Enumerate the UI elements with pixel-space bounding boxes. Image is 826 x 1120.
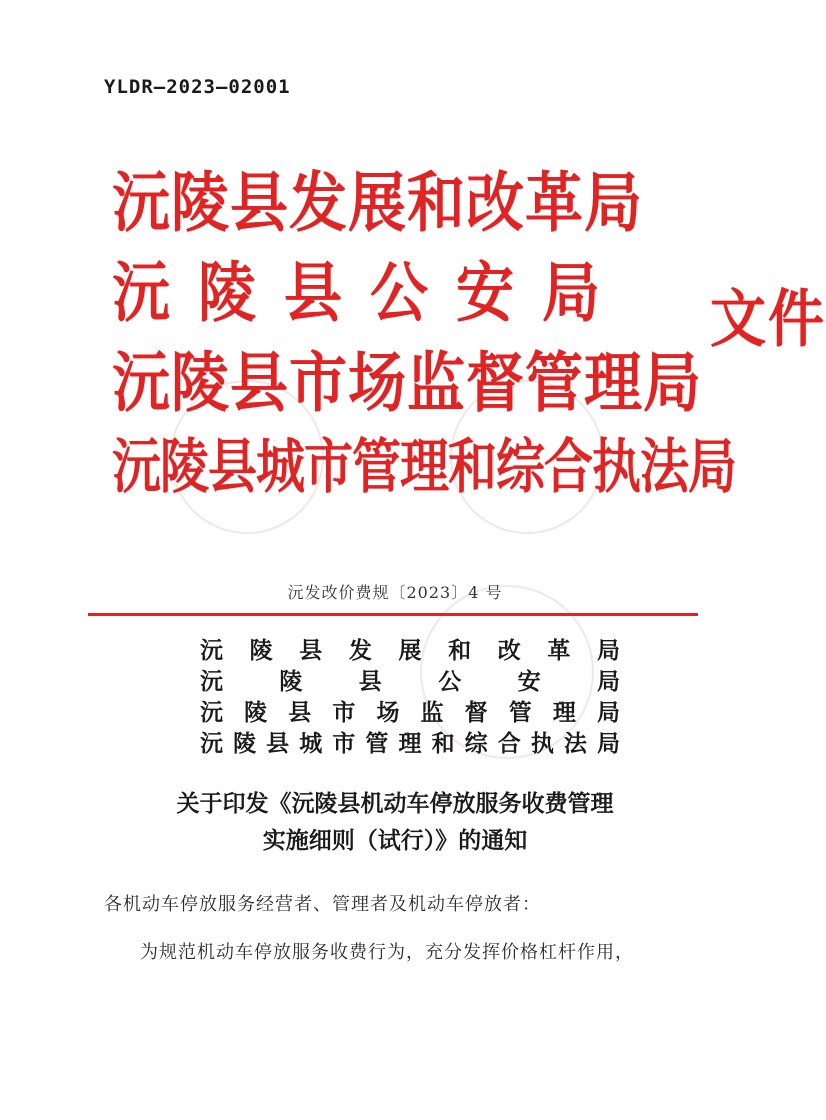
body-paragraph-start: 为规范机动车停放服务收费行为，充分发挥价格杠杆作用， [140, 942, 634, 963]
red-masthead [112, 164, 826, 520]
notice-title-line-1: 关于印发《沅陵县机动车停放服务收费管理 [176, 791, 614, 817]
issuer-3: 沅陵县市场监督管理局 [200, 700, 620, 726]
masthead-agency-4: 沅陵县城市管理和综合执法局 [112, 432, 737, 502]
salutation: 各机动车停放服务经营者、管理者及机动车停放者： [104, 894, 541, 915]
red-divider-line [88, 613, 698, 616]
document-code: YLDR—2023—02001 [104, 76, 291, 98]
issuer-2: 沅陵县公安局 [200, 669, 620, 695]
issuer-4: 沅陵县城市管理和综合执法局 [200, 731, 620, 757]
issuer-1: 沅陵县发展和改革局 [200, 638, 620, 664]
notice-title [0, 786, 790, 860]
document-number: 沅发改价费规〔2023〕4 号 [287, 583, 503, 602]
notice-title-line-2: 实施细则（试行）》的通知 [262, 828, 528, 854]
issuer-list [200, 636, 620, 760]
masthead-agency-1: 沅陵县发展和改革局 [112, 164, 644, 241]
masthead-suffix: 文件 [710, 282, 826, 357]
masthead-agency-3: 沅陵县市场监督管理局 [112, 344, 703, 421]
masthead-agency-2: 沅陵县公安局 [112, 254, 629, 331]
